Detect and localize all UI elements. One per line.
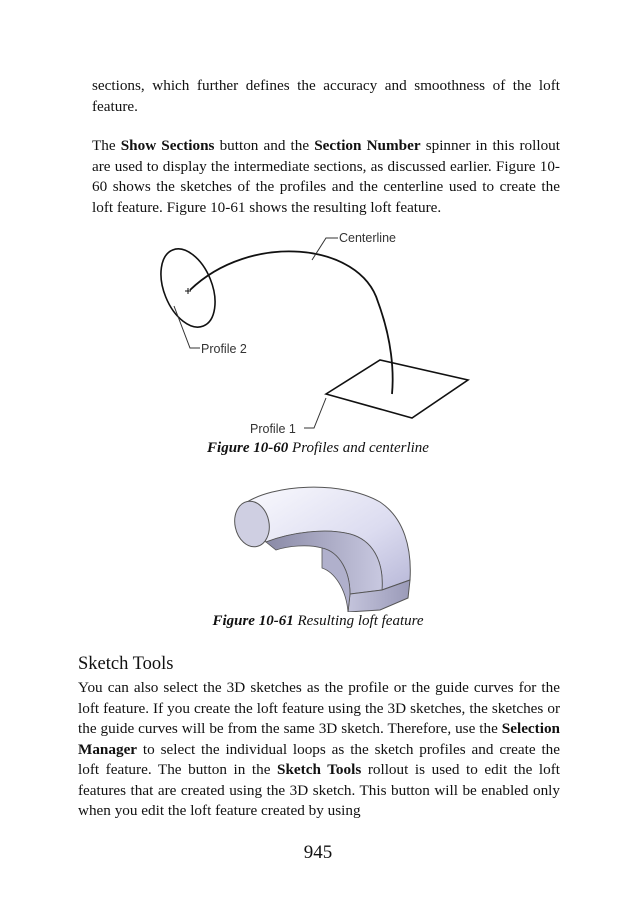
paragraph-intro-text: sections, which further defines the accuracy and smoothness of the loft feature. — [92, 77, 560, 115]
profile1-leader — [304, 398, 326, 428]
bold-term-section-number: Section Number — [314, 137, 421, 154]
label-profile2: Profile 2 — [201, 342, 247, 356]
text-run: You can also select the 3D sketches as the profile or the guide curves for the loft feature. If you create the loft feature using the 3D sketches, the sketches or the guide curves will be from the same 3D sketch. Therefore, use the — [78, 679, 560, 737]
paragraph-intro — [92, 76, 560, 117]
page-number: 945 — [303, 842, 333, 863]
bold-term-selection-manager: Selection Manager — [78, 720, 560, 758]
text-run: rollout is used to edit the loft features that are created using the 3D sketch. This button will be enabled only when you edit the loft feature created by using — [78, 761, 560, 819]
bold-term-show-sections: Show Sections — [120, 137, 215, 154]
text-run: spinner in this rollout are used to display the intermediate sections, as discussed earlier. Figure 10-60 shows the sketches of the profiles and the centerline used to create the loft feature. Figure 10-61 shows the resulting loft feature. — [92, 137, 560, 216]
paragraph-sketch-tools — [78, 678, 560, 822]
caption-text: Resulting loft feature — [293, 613, 424, 629]
figure-loft-feature — [222, 480, 418, 612]
bold-term-sketch-tools: Sketch Tools — [277, 761, 362, 778]
text-run: to select the individual loops as the sketch profiles and create the loft feature. The button in the — [78, 740, 560, 778]
caption-number: Figure 10-60 — [207, 440, 289, 456]
caption-figure-10-61 — [0, 613, 636, 630]
caption-figure-10-60 — [0, 440, 636, 457]
centerline-curve — [190, 251, 393, 394]
label-profile1: Profile 1 — [250, 422, 296, 436]
section-heading-sketch-tools: Sketch Tools — [78, 654, 174, 674]
caption-text: Profiles and centerline — [288, 440, 429, 456]
paragraph-show-sections — [92, 136, 560, 218]
text-run: The — [92, 137, 121, 154]
label-centerline: Centerline — [339, 231, 396, 245]
text-run: button and the — [214, 137, 315, 154]
figure-profiles-centerline — [150, 222, 480, 438]
profile1-rectangle — [326, 360, 468, 418]
caption-number: Figure 10-61 — [212, 613, 294, 629]
